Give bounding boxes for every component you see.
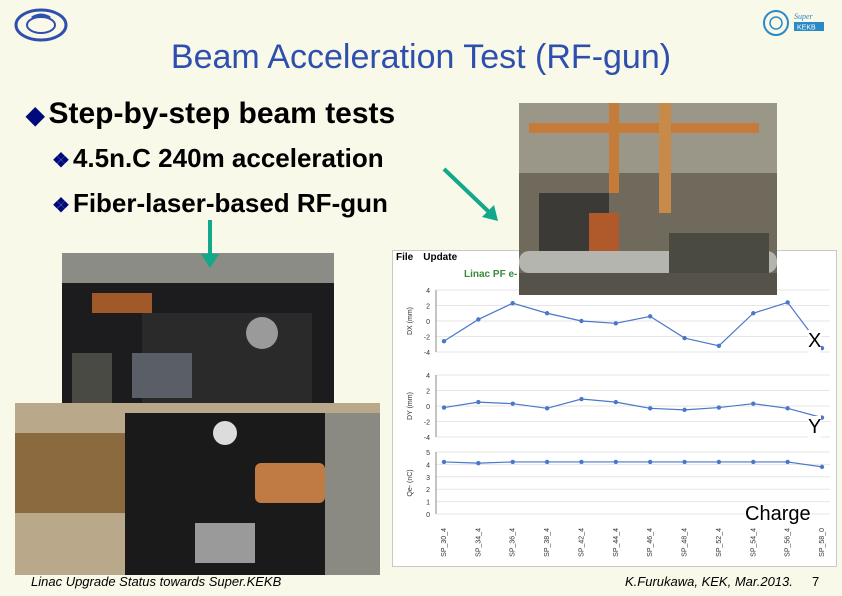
data-point xyxy=(442,339,446,343)
data-point xyxy=(442,405,446,409)
menu-update[interactable]: Update xyxy=(423,252,458,263)
y-tick-label: 4 xyxy=(426,288,430,295)
data-point xyxy=(717,344,721,348)
x-tick-label: SP_38_4 xyxy=(544,528,552,557)
data-point xyxy=(511,401,515,405)
data-point xyxy=(682,460,686,464)
y-tick-label: -2 xyxy=(423,334,430,342)
data-point xyxy=(717,460,721,464)
data-point xyxy=(682,408,686,412)
data-point xyxy=(545,311,549,315)
fiber-laser-table-photo xyxy=(62,253,334,418)
data-point xyxy=(682,336,686,340)
y-tick-label: 2 xyxy=(426,303,430,311)
data-point xyxy=(511,301,515,305)
data-point xyxy=(648,460,652,464)
data-point xyxy=(476,317,480,321)
y-tick-label: 0 xyxy=(426,404,430,411)
data-point xyxy=(579,397,583,401)
main-bullet-text: Step-by-step beam tests xyxy=(48,97,396,130)
data-point xyxy=(442,460,446,464)
footer-right: K.Furukawa, KEK, Mar.2013. xyxy=(625,574,793,589)
superkekb-logo-icon xyxy=(762,6,832,40)
checkmark-bullet-icon: ❖ xyxy=(52,150,70,172)
page-number: 7 xyxy=(812,574,820,589)
y-axis-label: DX (mm) xyxy=(407,307,414,335)
data-point xyxy=(648,406,652,410)
logo-kekb-text: KEKB xyxy=(797,24,816,32)
monitor-title: Linac PF e- xyxy=(464,269,518,280)
panel-label-charge: Charge xyxy=(745,503,811,525)
sub-bullet-1-text: 4.5n.C 240m acceleration xyxy=(72,143,384,173)
y-tick-label: -4 xyxy=(423,350,430,357)
data-point xyxy=(614,400,618,404)
slide-title: Beam Acceleration Test (RF-gun) xyxy=(170,38,672,76)
rf-gun-beamline-photo xyxy=(519,103,777,295)
data-point xyxy=(545,460,549,464)
y-tick-label: 4 xyxy=(426,462,430,470)
y-tick-label: 2 xyxy=(426,487,430,495)
x-tick-label: SP_42_4 xyxy=(578,528,586,557)
data-point xyxy=(820,465,824,469)
x-tick-label: SP_48_4 xyxy=(681,528,689,557)
panel-label-y: Y xyxy=(808,416,822,438)
panel-label-x: X xyxy=(808,330,822,352)
y-tick-label: -4 xyxy=(423,435,430,442)
y-tick-label: 0 xyxy=(426,512,430,519)
y-tick-label: 2 xyxy=(426,388,430,396)
rf-gun-chamber-photo xyxy=(15,403,380,575)
checkmark-bullet-icon: ❖ xyxy=(52,195,70,217)
sub-bullet-1 xyxy=(52,143,384,174)
x-tick-label: SP_56_4 xyxy=(784,528,792,557)
menu-file[interactable]: File xyxy=(396,252,414,263)
sub-bullet-2 xyxy=(52,188,388,219)
diamond-bullet-icon: ◆ xyxy=(26,102,45,129)
x-tick-label: SP_54_4 xyxy=(750,528,758,557)
data-point xyxy=(785,406,789,410)
y-tick-label: 1 xyxy=(426,499,430,507)
x-tick-label: SP_36_4 xyxy=(509,528,517,557)
x-tick-label: SP_30_4 xyxy=(441,528,448,557)
x-tick-label: SP_34_4 xyxy=(475,528,483,557)
x-tick-label: SP_46_4 xyxy=(647,528,655,557)
data-point xyxy=(476,400,480,404)
data-point xyxy=(545,406,549,410)
data-point xyxy=(614,460,618,464)
y-tick-label: 5 xyxy=(426,450,430,457)
x-tick-label: SP_44_4 xyxy=(612,528,620,557)
x-tick-label: SP_58_0 xyxy=(819,528,826,557)
data-point xyxy=(751,460,755,464)
arrow-down-icon xyxy=(195,218,225,270)
data-point xyxy=(614,321,618,325)
data-point xyxy=(751,311,755,315)
data-point xyxy=(476,461,480,465)
x-tick-label: SP_52_4 xyxy=(715,528,723,557)
data-point xyxy=(785,300,789,304)
data-point xyxy=(717,405,721,409)
monitor-menubar xyxy=(396,252,467,263)
data-point xyxy=(511,460,515,464)
series-line xyxy=(444,302,822,348)
kek-logo-icon xyxy=(14,8,68,42)
data-point xyxy=(751,401,755,405)
y-tick-label: 0 xyxy=(426,319,430,326)
data-point xyxy=(785,460,789,464)
main-bullet xyxy=(26,97,395,131)
series-line xyxy=(444,399,822,418)
footer-left: Linac Upgrade Status towards Super.KEKB xyxy=(31,574,282,589)
data-point xyxy=(579,460,583,464)
y-tick-label: 4 xyxy=(426,373,430,380)
arrow-diagonal-icon xyxy=(440,165,506,227)
data-point xyxy=(579,319,583,323)
y-axis-label: Qe- (nC) xyxy=(407,469,414,497)
logo-super-text: Super xyxy=(794,12,813,21)
y-tick-label: 3 xyxy=(426,474,430,482)
data-point xyxy=(648,314,652,318)
y-tick-label: -2 xyxy=(423,419,430,427)
sub-bullet-2-text: Fiber-laser-based RF-gun xyxy=(72,188,388,218)
y-axis-label: DY (mm) xyxy=(407,392,414,420)
